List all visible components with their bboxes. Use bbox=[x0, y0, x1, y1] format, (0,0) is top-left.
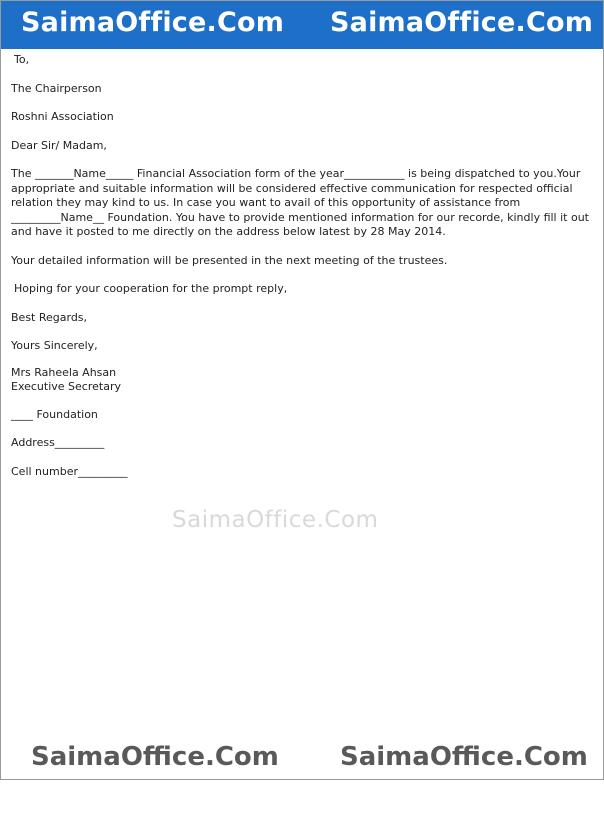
hope-line: Hoping for your cooperation for the prompt reply, bbox=[14, 282, 288, 295]
foundation-line: ____ Foundation bbox=[11, 407, 98, 421]
cell-number-line: Cell number_________ bbox=[11, 464, 128, 478]
watermark: SaimaOffice.Com bbox=[172, 507, 379, 533]
closing-best-regards: Best Regards, bbox=[11, 310, 88, 324]
greeting: Dear Sir/ Madam, bbox=[11, 138, 107, 152]
letter-body bbox=[11, 53, 599, 479]
recipient-org: Roshni Association bbox=[11, 110, 114, 123]
footer-brand-right: SaimaOffice.Com bbox=[340, 742, 588, 772]
footer-brand-left: SaimaOffice.Com bbox=[31, 742, 279, 772]
meeting-paragraph: Your detailed information will be presented in the next meeting of the trustees. bbox=[11, 253, 448, 267]
sender-name: Mrs Raheela Ahsan bbox=[11, 365, 117, 379]
header-brand-right: SaimaOffice.Com bbox=[330, 7, 594, 38]
closing-yours-sincerely: Yours Sincerely, bbox=[11, 339, 98, 352]
header-brand-left: SaimaOffice.Com bbox=[21, 7, 285, 38]
address-line: Address_________ bbox=[11, 436, 105, 449]
sender-title: Executive Secretary bbox=[11, 380, 121, 393]
body-paragraph: The _______Name_____ Financial Association form of the year___________ is being dispatched to you.Your appropriate and suitable information will be considered effective communication for respected official relation they may kind to us. In case you want to avail of this opportunity of assistance from _________Name__ Foundation. You have to provide mentioned information for our recorde, kindly fill it out and have it posted to me directly on the address below latest by 28 May 2014. bbox=[11, 167, 589, 238]
recipient-title: The Chairperson bbox=[11, 81, 102, 95]
header-banner bbox=[1, 1, 603, 49]
salutation-to: To, bbox=[14, 53, 30, 66]
